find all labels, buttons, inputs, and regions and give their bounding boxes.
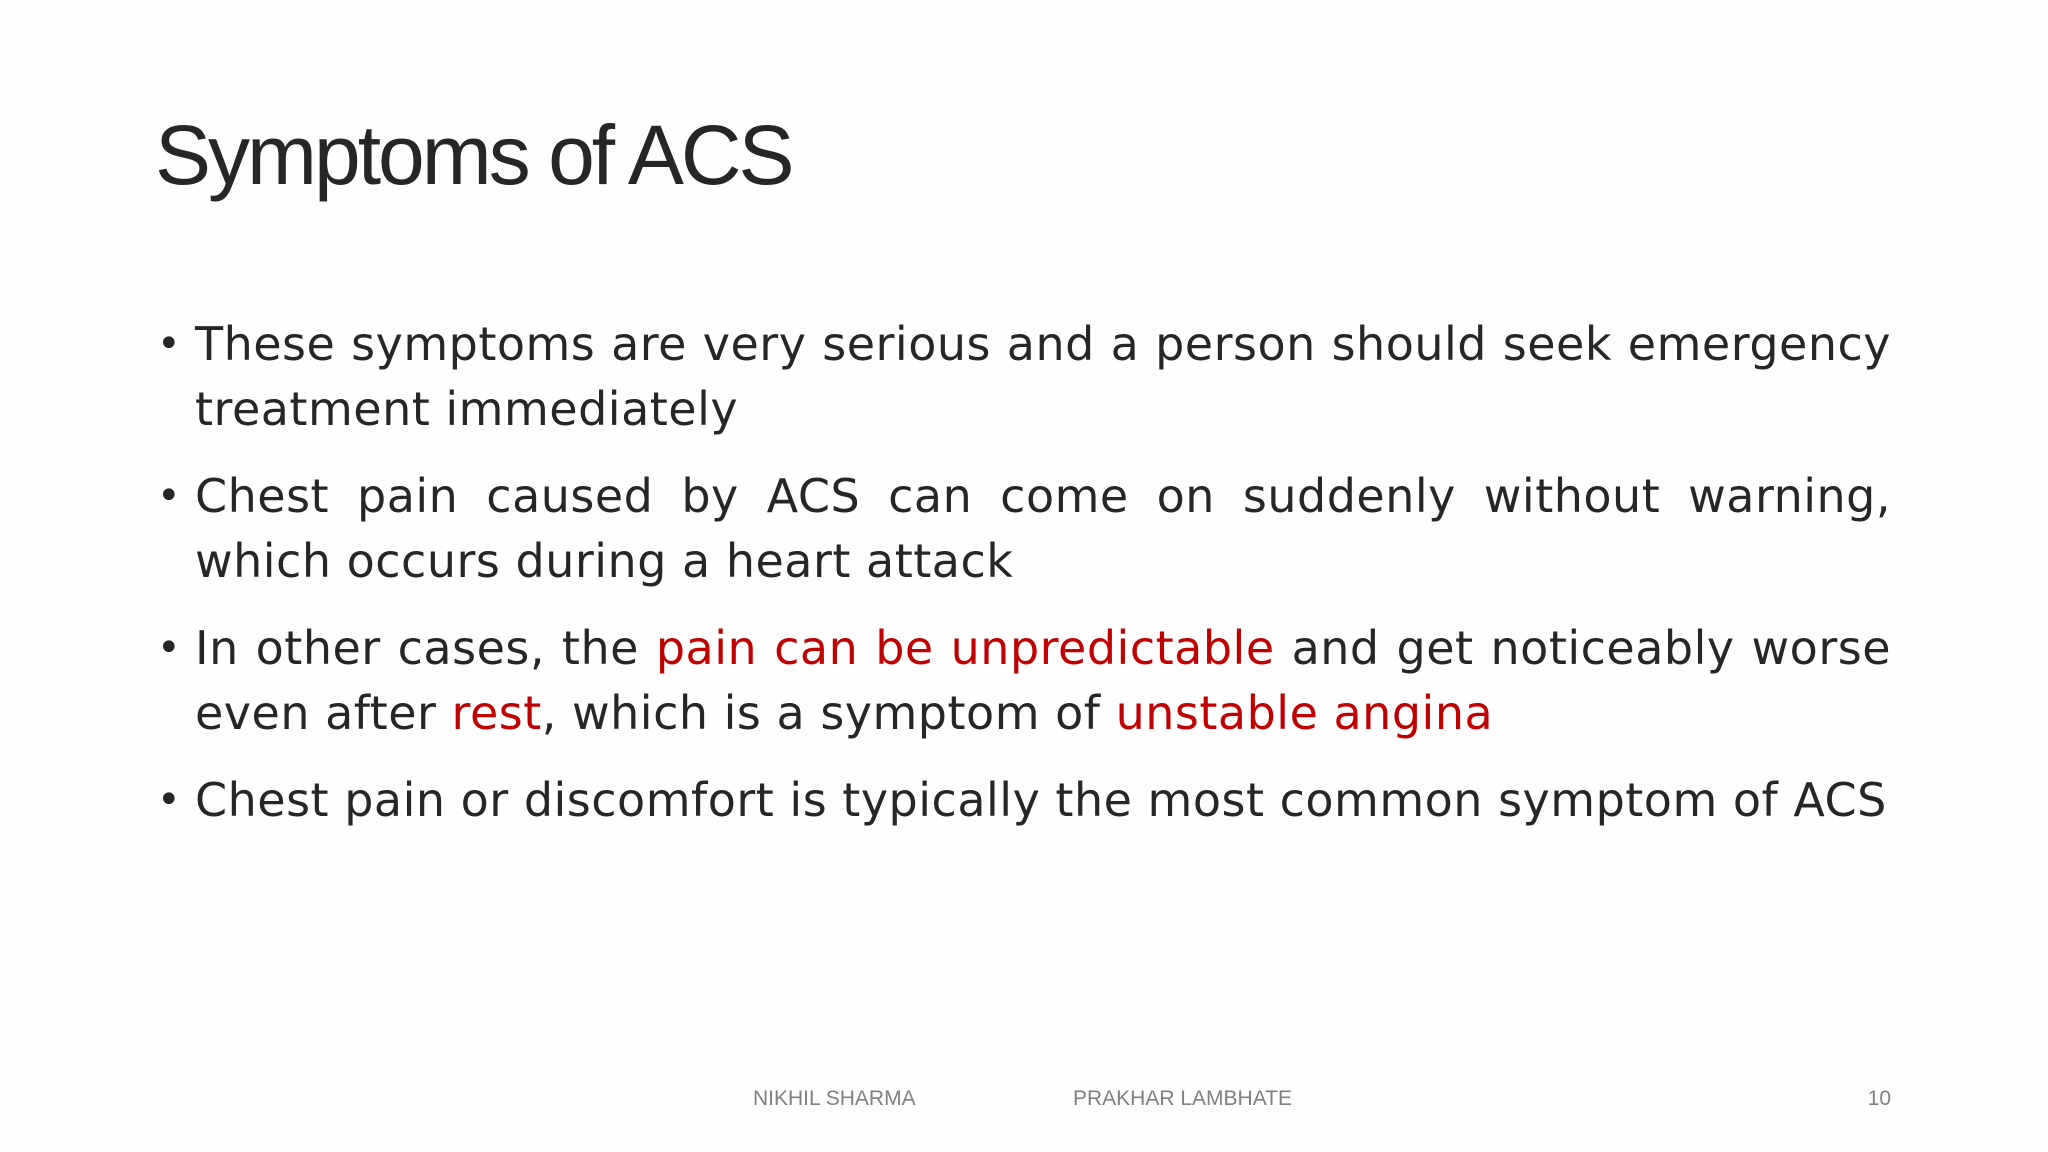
footer-author-2: PRAKHAR LAMBHATE <box>1073 1087 1292 1110</box>
highlighted-text: pain can be unpredictable <box>655 621 1275 675</box>
bullet-item <box>155 464 1891 594</box>
bullet-marker: • <box>157 321 182 367</box>
slide-title: Symptoms of ACS <box>155 108 792 202</box>
bullet-item <box>155 312 1891 442</box>
bullet-item <box>155 616 1891 746</box>
bullet-text: These symptoms are very serious and a person should seek emergency treatment immediately <box>195 317 1891 436</box>
bullet-text: Chest pain or discomfort is typically the most common symptom of ACS <box>195 773 1887 827</box>
bullet-list <box>155 312 1891 855</box>
highlighted-text: unstable angina <box>1115 686 1494 740</box>
page-number: 10 <box>1867 1087 1891 1110</box>
bullet-text: , which is a symptom of <box>541 686 1116 740</box>
bullet-text: In other cases, the <box>195 621 656 675</box>
bullet-marker: • <box>157 473 182 519</box>
bullet-marker: • <box>157 625 182 671</box>
bullet-marker: • <box>157 777 182 823</box>
bullet-item <box>155 768 1891 833</box>
bullet-text: and get noticeably worse even after <box>195 621 1891 740</box>
highlighted-text: rest <box>451 686 542 740</box>
footer-author-1: NIKHIL SHARMA <box>753 1087 916 1110</box>
bullet-text: Chest pain caused by ACS can come on suddenly without warning, which occurs during a heart attack <box>195 469 1891 588</box>
